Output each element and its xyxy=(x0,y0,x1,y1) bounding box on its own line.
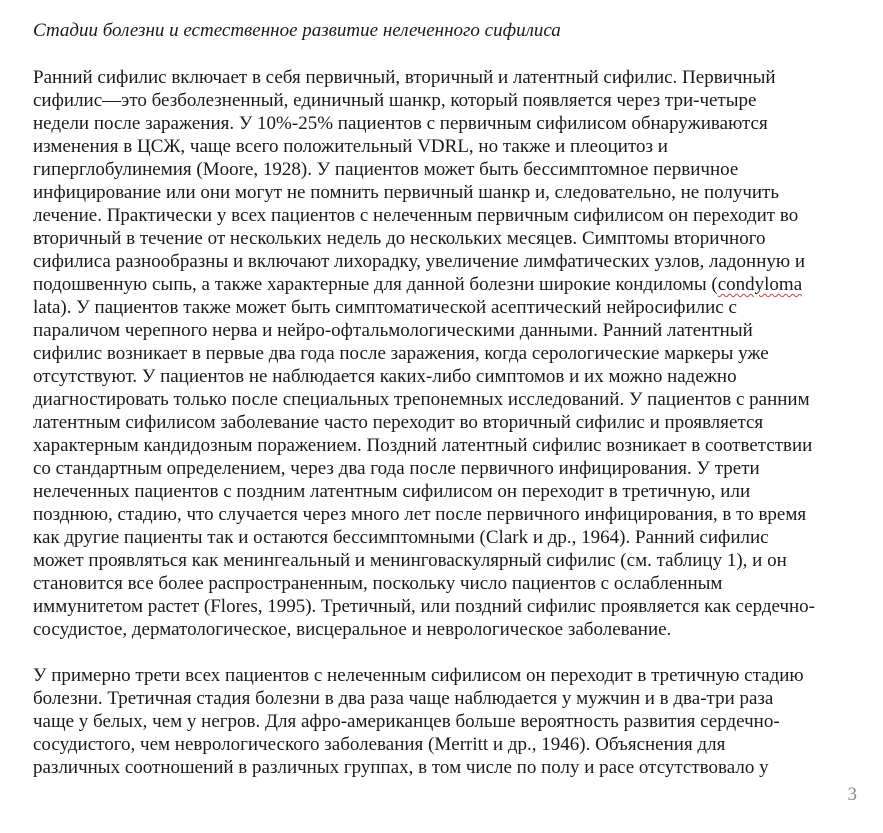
text-line: У примерно трети всех пациентов с нелеченным сифилисом он переходит в третичную стадию xyxy=(33,665,804,686)
text-line: нелеченных пациентов с поздним латентным сифилисом он переходит в третичную, или xyxy=(33,481,751,502)
text-line: вторичный в течение от нескольких недель до нескольких месяцев. Симптомы вторичного xyxy=(33,228,766,249)
text-line: Ранний сифилис включает в себя первичный, вторичный и латентный сифилис. Первичный xyxy=(33,67,776,88)
text-line: может проявляться как менингеальный и менинговаскулярный сифилис (см. таблицу 1), и он xyxy=(33,550,787,571)
section-title: Стадии болезни и естественное развитие нелеченного сифилиса xyxy=(33,20,561,41)
text-line xyxy=(33,273,863,296)
spellcheck-underlined-word: condyloma xyxy=(717,274,803,295)
text-line: чаще у белых, чем у негров. Для афро-американцев больше вероятность развития сердечно- xyxy=(33,711,780,732)
text-line: иммунитетом растет (Flores, 1995). Третичный, или поздний сифилис проявляется как сердечно- xyxy=(33,596,815,617)
text-line: различных соотношений в различных группах, в том числе по полу и расе отсутствовало у xyxy=(33,757,769,778)
text-line: параличом черепного нерва и нейро-офтальмологическими данными. Ранний латентный xyxy=(33,320,753,341)
text-line: гиперглобулинемия (Moore, 1928). У пациентов может быть бессимптомное первичное xyxy=(33,159,739,180)
text-line: сосудистое, дерматологическое, висцеральное и неврологическое заболевание. xyxy=(33,619,672,640)
text-line: lata). У пациентов также может быть симптоматической асептический нейросифилис с xyxy=(33,297,737,318)
text-line: диагностировать только после специальных трепонемных исследований. У пациентов с ранним xyxy=(33,389,810,410)
paragraph-2 xyxy=(33,664,863,779)
text-segment: подошвенную сыпь, а также характерные для данной болезни широкие кондиломы ( xyxy=(33,274,718,295)
text-line: характерным кандидозным поражением. Поздний латентный сифилис возникает в соответствии xyxy=(33,435,813,456)
page-number: 3 xyxy=(847,784,857,805)
text-line: как другие пациенты так и остаются бессимптомными (Clark и др., 1964). Ранний сифилис xyxy=(33,527,769,548)
text-line: со стандартным определением, через два года после первичного инфицирования. У трети xyxy=(33,458,760,479)
paragraph-1 xyxy=(33,66,863,641)
text-line: позднюю, стадию, что случается через много лет после первичного инфицирования, в то время xyxy=(33,504,807,525)
text-line: недели после заражения. У 10%-25% пациентов с первичным сифилисом обнаруживаются xyxy=(33,113,768,134)
text-line: сосудистого, чем неврологического заболевания (Merritt и др., 1946). Объяснения для xyxy=(33,734,726,755)
text-line: становится все более распространенным, поскольку число пациентов с ослабленным xyxy=(33,573,723,594)
text-line: изменения в ЦСЖ, чаще всего положительный VDRL, но также и плеоцитоз и xyxy=(33,136,668,157)
text-line: сифилиса разнообразны и включают лихорадку, увеличение лимфатических узлов, ладонную и xyxy=(33,251,805,272)
text-line: инфицирование или они могут не помнить первичный шанкр и, следовательно, не получить xyxy=(33,182,780,203)
text-line: лечение. Практически у всех пациентов с нелеченным первичным сифилисом он переходит во xyxy=(33,205,799,226)
text-line: болезни. Третичная стадия болезни в два раза чаще наблюдается у мужчин и в два-три раза xyxy=(33,688,774,709)
text-line: отсутствуют. У пациентов не наблюдается каких-либо симптомов и их можно надежно xyxy=(33,366,737,387)
text-line: сифилис возникает в первые два года после заражения, когда серологические маркеры уже xyxy=(33,343,769,364)
text-line: сифилис—это безболезненный, единичный шанкр, который появляется через три-четыре xyxy=(33,90,757,111)
text-line: латентным сифилисом заболевание часто переходит во вторичный сифилис и проявляется xyxy=(33,412,764,433)
